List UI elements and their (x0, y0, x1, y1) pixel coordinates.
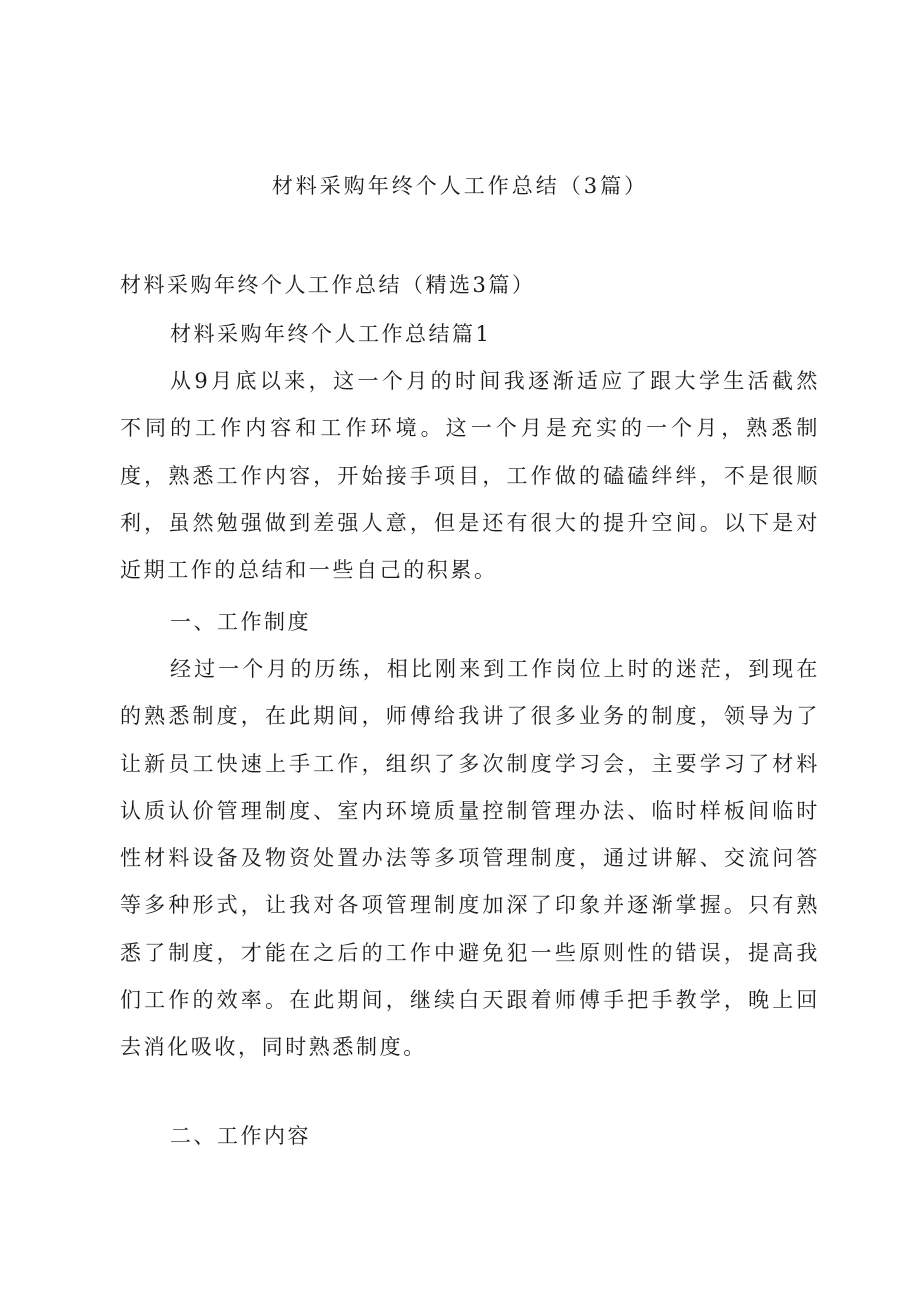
section-title: 材料采购年终个人工作总结篇1 (170, 322, 492, 346)
document-subtitle: 材料采购年终个人工作总结（精选3篇） (120, 273, 536, 297)
paragraph-intro: 从9月底以来，这一个月的时间我逐渐适应了跟大学生活截然不同的工作内容和工作环境。这一个月是充实的一个月，熟悉制度，熟悉工作内容，开始接手项目，工作做的磕磕绊绊，不是很顺利，虽然勉强做到差强人意，但是还有很大的提升空间。以下是对近期工作的总结和一些自己的积累。 (120, 369, 820, 583)
document-title: 材料采购年终个人工作总结（3篇） (271, 174, 649, 198)
heading-work-system: 一、工作制度 (170, 610, 311, 634)
paragraph-work-system: 经过一个月的历练，相比刚来到工作岗位上时的迷茫，到现在的熟悉制度，在此期间，师傅给我讲了很多业务的制度，领导为了让新员工快速上手工作，组织了多次制度学习会，主要学习了材料认质认价管理制度、室内环境质量控制管理办法、临时样板间临时性材料设备及物资处置办法等多项管理制度，通过讲解、交流问答等多种形式，让我对各项管理制度加深了印象并逐渐掌握。只有熟悉了制度，才能在之后的工作中避免犯一些原则性的错误，提高我们工作的效率。在此期间，继续白天跟着师傅手把手教学，晚上回去消化吸收，同时熟悉制度。 (120, 657, 820, 1060)
heading-work-content: 二、工作内容 (170, 1124, 311, 1148)
